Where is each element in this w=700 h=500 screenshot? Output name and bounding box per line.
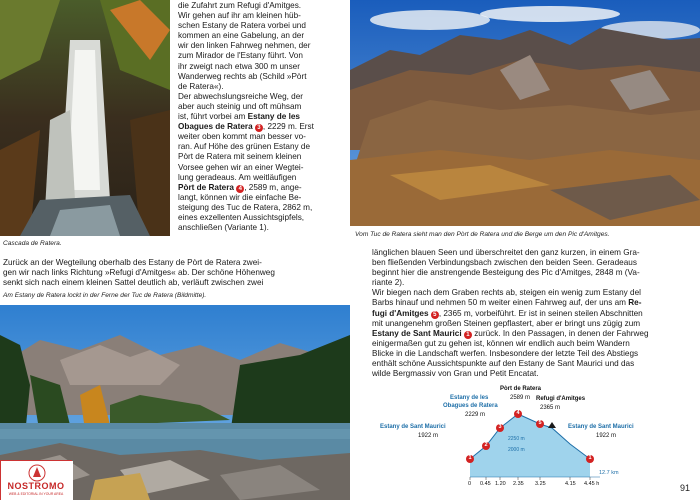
text-line: lung geradeaus. Am weitläufigen <box>178 172 297 182</box>
waypoint-badge-4: 4 <box>236 185 244 193</box>
label-sant-right-alt: 1922 m <box>596 433 617 439</box>
refugi-bold-2: fugi d'Amitges <box>372 308 429 318</box>
text-line: Wanderweg rechts ab (Schild »Pòrt <box>178 71 307 81</box>
marker-label-3: 3 <box>498 424 502 430</box>
logo-subtitle: WEB & EDITORIAL IN YOUR AREA <box>8 492 64 496</box>
text-line: Blicke in die Landschaft werfen. Insbesondere der letzte Teil des Abstiegs <box>372 348 639 358</box>
x-tick-2: 1.20 <box>495 481 506 487</box>
x-tick-6: 4.45 h <box>584 481 600 487</box>
text-line: anschließen (Variante 1). <box>178 223 269 233</box>
text-line <box>372 309 697 319</box>
text-line <box>178 183 320 193</box>
left-column-text <box>178 1 320 233</box>
text-line: steigung des Tuc de Ratera, 2862 m, <box>178 202 313 212</box>
text-line <box>178 112 320 122</box>
waypoint-badge-5: 5 <box>431 311 439 319</box>
label-obagues-1: Estany de les <box>450 395 489 401</box>
text-line: die Zufahrt zum Refugi d'Amitges. <box>178 1 302 10</box>
label-port-ratera: Pòrt de Ratera <box>500 386 542 392</box>
text-line: gen wir nach links Richtung »Refugi d'Amitges« ab. Der schöne Höhenweg <box>3 268 275 278</box>
x-tick-4: 3.25 <box>535 481 546 487</box>
marker-label-4: 4 <box>516 410 520 416</box>
text-line: enthält schöne Aussichtspunkte auf den Estany de Sant Maurici und das <box>372 359 635 369</box>
text-line: weiter oben kommt man besser vo- <box>178 132 306 142</box>
x-tick-5: 4.15 <box>565 481 576 487</box>
mountain-caption: Vom Tuc de Ratera sieht man den Pòrt de Ratera und die Berge um den Pic d'Amitges. <box>355 231 610 238</box>
text-line: Pòrt de Ratera mit seinem kleinen <box>178 152 302 162</box>
right-column-text <box>372 248 697 379</box>
label-refugi: Refugi d'Amitges <box>536 396 586 402</box>
text-line: Zurück an der Wegteilung oberhalb des Estany de Pòrt de Ratera zwei- <box>3 258 262 267</box>
text-span: Barbs hinauf und nehmen 50 m weiter einen Fahrweg auf, der uns am <box>372 298 629 308</box>
port-ratera-bold: Pòrt de Ratera <box>178 182 234 192</box>
nostromo-logo <box>0 460 72 500</box>
text-line: schen Estany de Ratera vorbei und <box>178 21 306 31</box>
waypoint-badge-3: 3 <box>255 124 263 132</box>
mountain-photo <box>350 0 700 226</box>
label-2250: 2250 m <box>508 436 525 442</box>
text-line <box>372 329 697 339</box>
text-span: , 2589 m, ange- <box>244 182 302 192</box>
text-line: länglichen blauen Seen und überschreitet den ganz kurzen, in einem Gra- <box>372 248 640 257</box>
label-port-alt: 2589 m <box>510 395 531 401</box>
text-line: riante 2). <box>372 278 405 288</box>
logo-name: NOSTROMO <box>7 481 65 491</box>
text-line: wir den linken Fahrweg nehmen, der <box>178 41 311 51</box>
label-sant-left: Estany de Sant Maurici <box>380 424 446 430</box>
text-span: ist, führt vorbei am <box>178 112 248 122</box>
label-obagues-2: Obagues de Ratera <box>443 403 498 409</box>
label-sant-left-alt: 1922 m <box>418 433 439 439</box>
waypoint-badge-1: 1 <box>464 331 472 339</box>
text-line <box>372 298 697 308</box>
x-tick-3: 2.35 <box>513 481 524 487</box>
text-line: mit unangenehm großen Steinen gepflastert, aber er bringt uns zügig zum <box>372 318 641 328</box>
marker-label-5: 5 <box>538 420 542 426</box>
lake-caption: Am Estany de Ratera lockt in der Ferne der Tuc de Ratera (Bildmitte). <box>3 292 207 299</box>
label-obagues-alt: 2229 m <box>465 412 486 418</box>
text-span: , 2229 m. Erst <box>262 122 314 132</box>
text-line: kommen an eine Gabelung, an der <box>178 31 305 41</box>
label-refugi-alt: 2365 m <box>540 405 561 411</box>
text-line: ben fließenden Verbindungsbach zwischen den beiden Seen. Geradeaus <box>372 258 637 268</box>
left-fullwidth-text <box>3 258 328 288</box>
text-span: , 2365 m, vorbeiführt. Er ist in seinen steilen Abschnitten <box>438 308 643 318</box>
refugi-bold-1: Re- <box>628 298 642 308</box>
hut-icon <box>548 422 556 428</box>
marker-label-6: 1 <box>588 455 592 461</box>
text-line <box>178 122 320 132</box>
x-tick-0: 0 <box>468 481 472 487</box>
text-line: Vorsee gehen wir an einer Wegtei- <box>178 162 304 172</box>
text-line: senkt sich nach einem kleinen Sattel deutlich ab, verläuft zwischen zwei <box>3 278 264 288</box>
text-line: ran. Auf Höhe des grünen Estany de <box>178 142 310 152</box>
text-line: beginnt hier die anstrengende Besteigung des Pic d'Amitges, 2848 m (Va- <box>372 268 640 278</box>
marker-label-1: 1 <box>468 455 472 461</box>
page-number: 91 <box>680 483 691 493</box>
text-line: eines exzellenten Aussichtsgipfels, <box>178 212 305 222</box>
text-line: wilde Bergmassiv von Gran und Petit Encatat. <box>372 369 539 379</box>
label-2000: 2000 m <box>508 447 525 453</box>
estany-obagues-bold: Estany de les <box>247 112 300 122</box>
x-tick-1: 0.45 <box>480 481 491 487</box>
estany-obagues-bold-2: Obagues de Ratera <box>178 122 253 132</box>
waterfall-caption: Cascada de Ratera. <box>3 240 62 247</box>
marker-label-2: 2 <box>484 442 488 448</box>
text-line: Wir biegen nach dem Graben rechts ab, steigen ein wenig zum Estany del <box>372 288 641 298</box>
text-line: aber auch steinig und oft mühsam <box>178 101 302 111</box>
text-line: Wir gehen auf ihr am kleinen hüb- <box>178 11 301 21</box>
label-sant-right: Estany de Sant Maurici <box>568 424 634 430</box>
text-line: ihr zweigt nach etwa 300 m unser <box>178 61 300 71</box>
text-span: zurück. In den Passagen, in denen der Fahrweg <box>471 328 649 338</box>
text-line: zum Mirador de l'Estany führt. Von <box>178 51 303 61</box>
text-line: langt, können wir die einfache Be- <box>178 192 302 202</box>
text-line: de Ratera«). <box>178 81 224 91</box>
sant-maurici-bold: Estany de Sant Maurici <box>372 328 462 338</box>
label-distance: 12.7 km <box>599 470 619 476</box>
waterfall-photo <box>0 0 170 236</box>
text-line: Der abwechslungsreiche Weg, der <box>178 91 303 101</box>
elevation-profile <box>378 384 638 496</box>
text-line: einigermaßen gut zu gehen ist, können wir endlich auch beim Wandern <box>372 338 630 348</box>
